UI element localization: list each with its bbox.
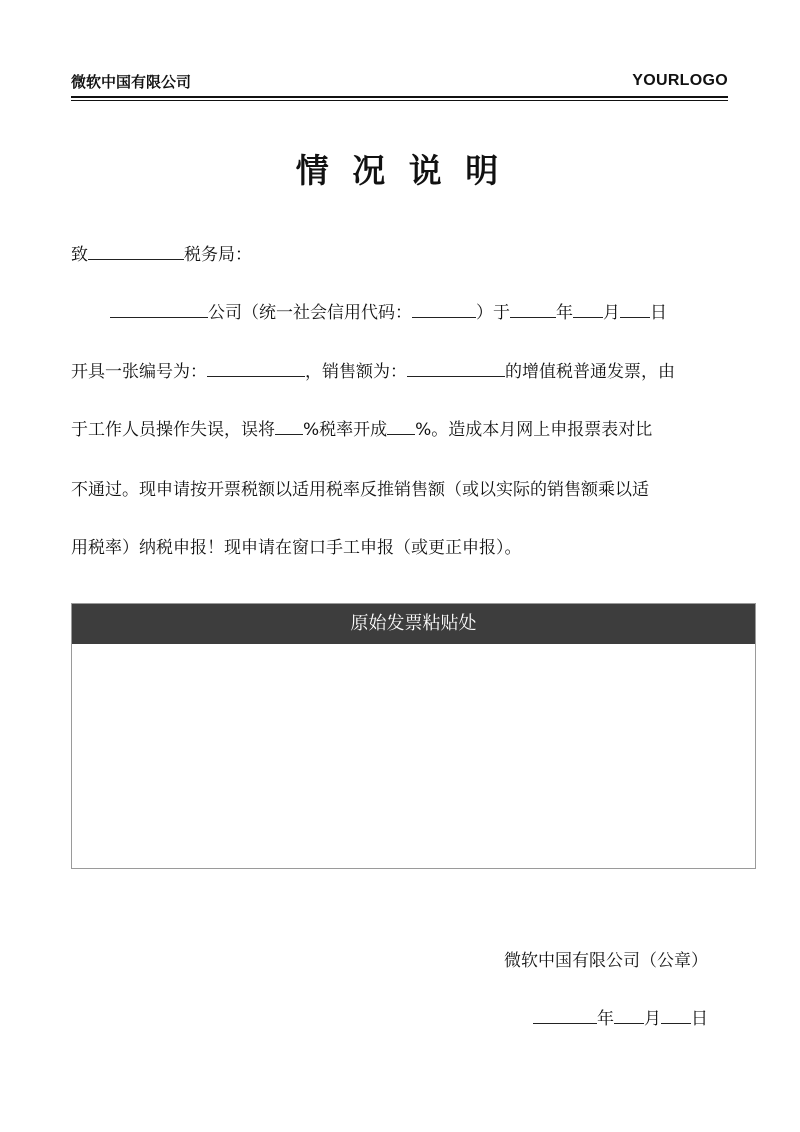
header-rule-thin: [71, 100, 728, 101]
salutation-prefix: 致: [71, 245, 88, 265]
day-blank[interactable]: [620, 299, 650, 318]
month-label: 月: [603, 303, 620, 323]
header-company-name: 微软中国有限公司: [71, 72, 192, 91]
sign-day-blank[interactable]: [661, 1005, 691, 1024]
invoice-type-text: 的增值税普通发票，由: [505, 362, 675, 382]
company-name-blank[interactable]: [110, 299, 208, 318]
day-label: 日: [650, 303, 667, 323]
salutation-line: [71, 241, 721, 269]
invoice-number-label: 开具一张编号为：: [71, 362, 207, 382]
error-text: 于工作人员操作失误，误将: [71, 420, 275, 440]
paragraph-line-1: [110, 299, 760, 327]
invoice-paste-box: [71, 603, 756, 869]
invoice-paste-area: [72, 644, 755, 868]
sign-day-label: 日: [691, 1009, 708, 1029]
header-logo: YOURLOGO: [632, 72, 728, 89]
sign-year-blank[interactable]: [533, 1005, 597, 1024]
paragraph-line-5: 用税率）纳税申报！现申请在窗口手工申报（或更正申报）。: [71, 538, 522, 558]
year-blank[interactable]: [510, 299, 556, 318]
month-blank[interactable]: [573, 299, 603, 318]
invoice-paste-label: 原始发票粘贴处: [72, 604, 755, 644]
paragraph-line-2: [71, 358, 721, 386]
sales-amount-blank[interactable]: [407, 358, 505, 377]
page-header: [71, 70, 728, 92]
date-intro-text: ）于: [476, 303, 510, 323]
sign-year-label: 年: [597, 1009, 614, 1029]
tax-bureau-blank[interactable]: [88, 241, 184, 260]
year-label: 年: [556, 303, 573, 323]
paragraph-line-3: [71, 416, 721, 444]
credit-code-blank[interactable]: [412, 299, 476, 318]
sales-amount-label: ，销售额为：: [305, 362, 407, 382]
consequence-text: %。造成本月网上申报票表对比: [415, 420, 653, 440]
signature-date-line: [533, 1004, 708, 1029]
sign-month-label: 月: [644, 1009, 661, 1029]
company-seal-text: 微软中国有限公司（公章）: [504, 951, 708, 971]
sign-month-blank[interactable]: [614, 1005, 644, 1024]
invoice-number-blank[interactable]: [207, 358, 305, 377]
salutation-suffix: 税务局：: [184, 245, 252, 265]
credit-code-label: 公司（统一社会信用代码：: [208, 303, 412, 323]
original-rate-blank[interactable]: [275, 416, 303, 435]
wrong-rate-blank[interactable]: [387, 416, 415, 435]
document-title: 情 况 说 明: [295, 151, 505, 190]
paragraph-line-4: 不通过。现申请按开票税额以适用税率反推销售额（或以实际的销售额乘以适: [71, 480, 649, 500]
header-rule-thick: [71, 96, 728, 98]
rate-change-text: %税率开成: [303, 420, 388, 440]
